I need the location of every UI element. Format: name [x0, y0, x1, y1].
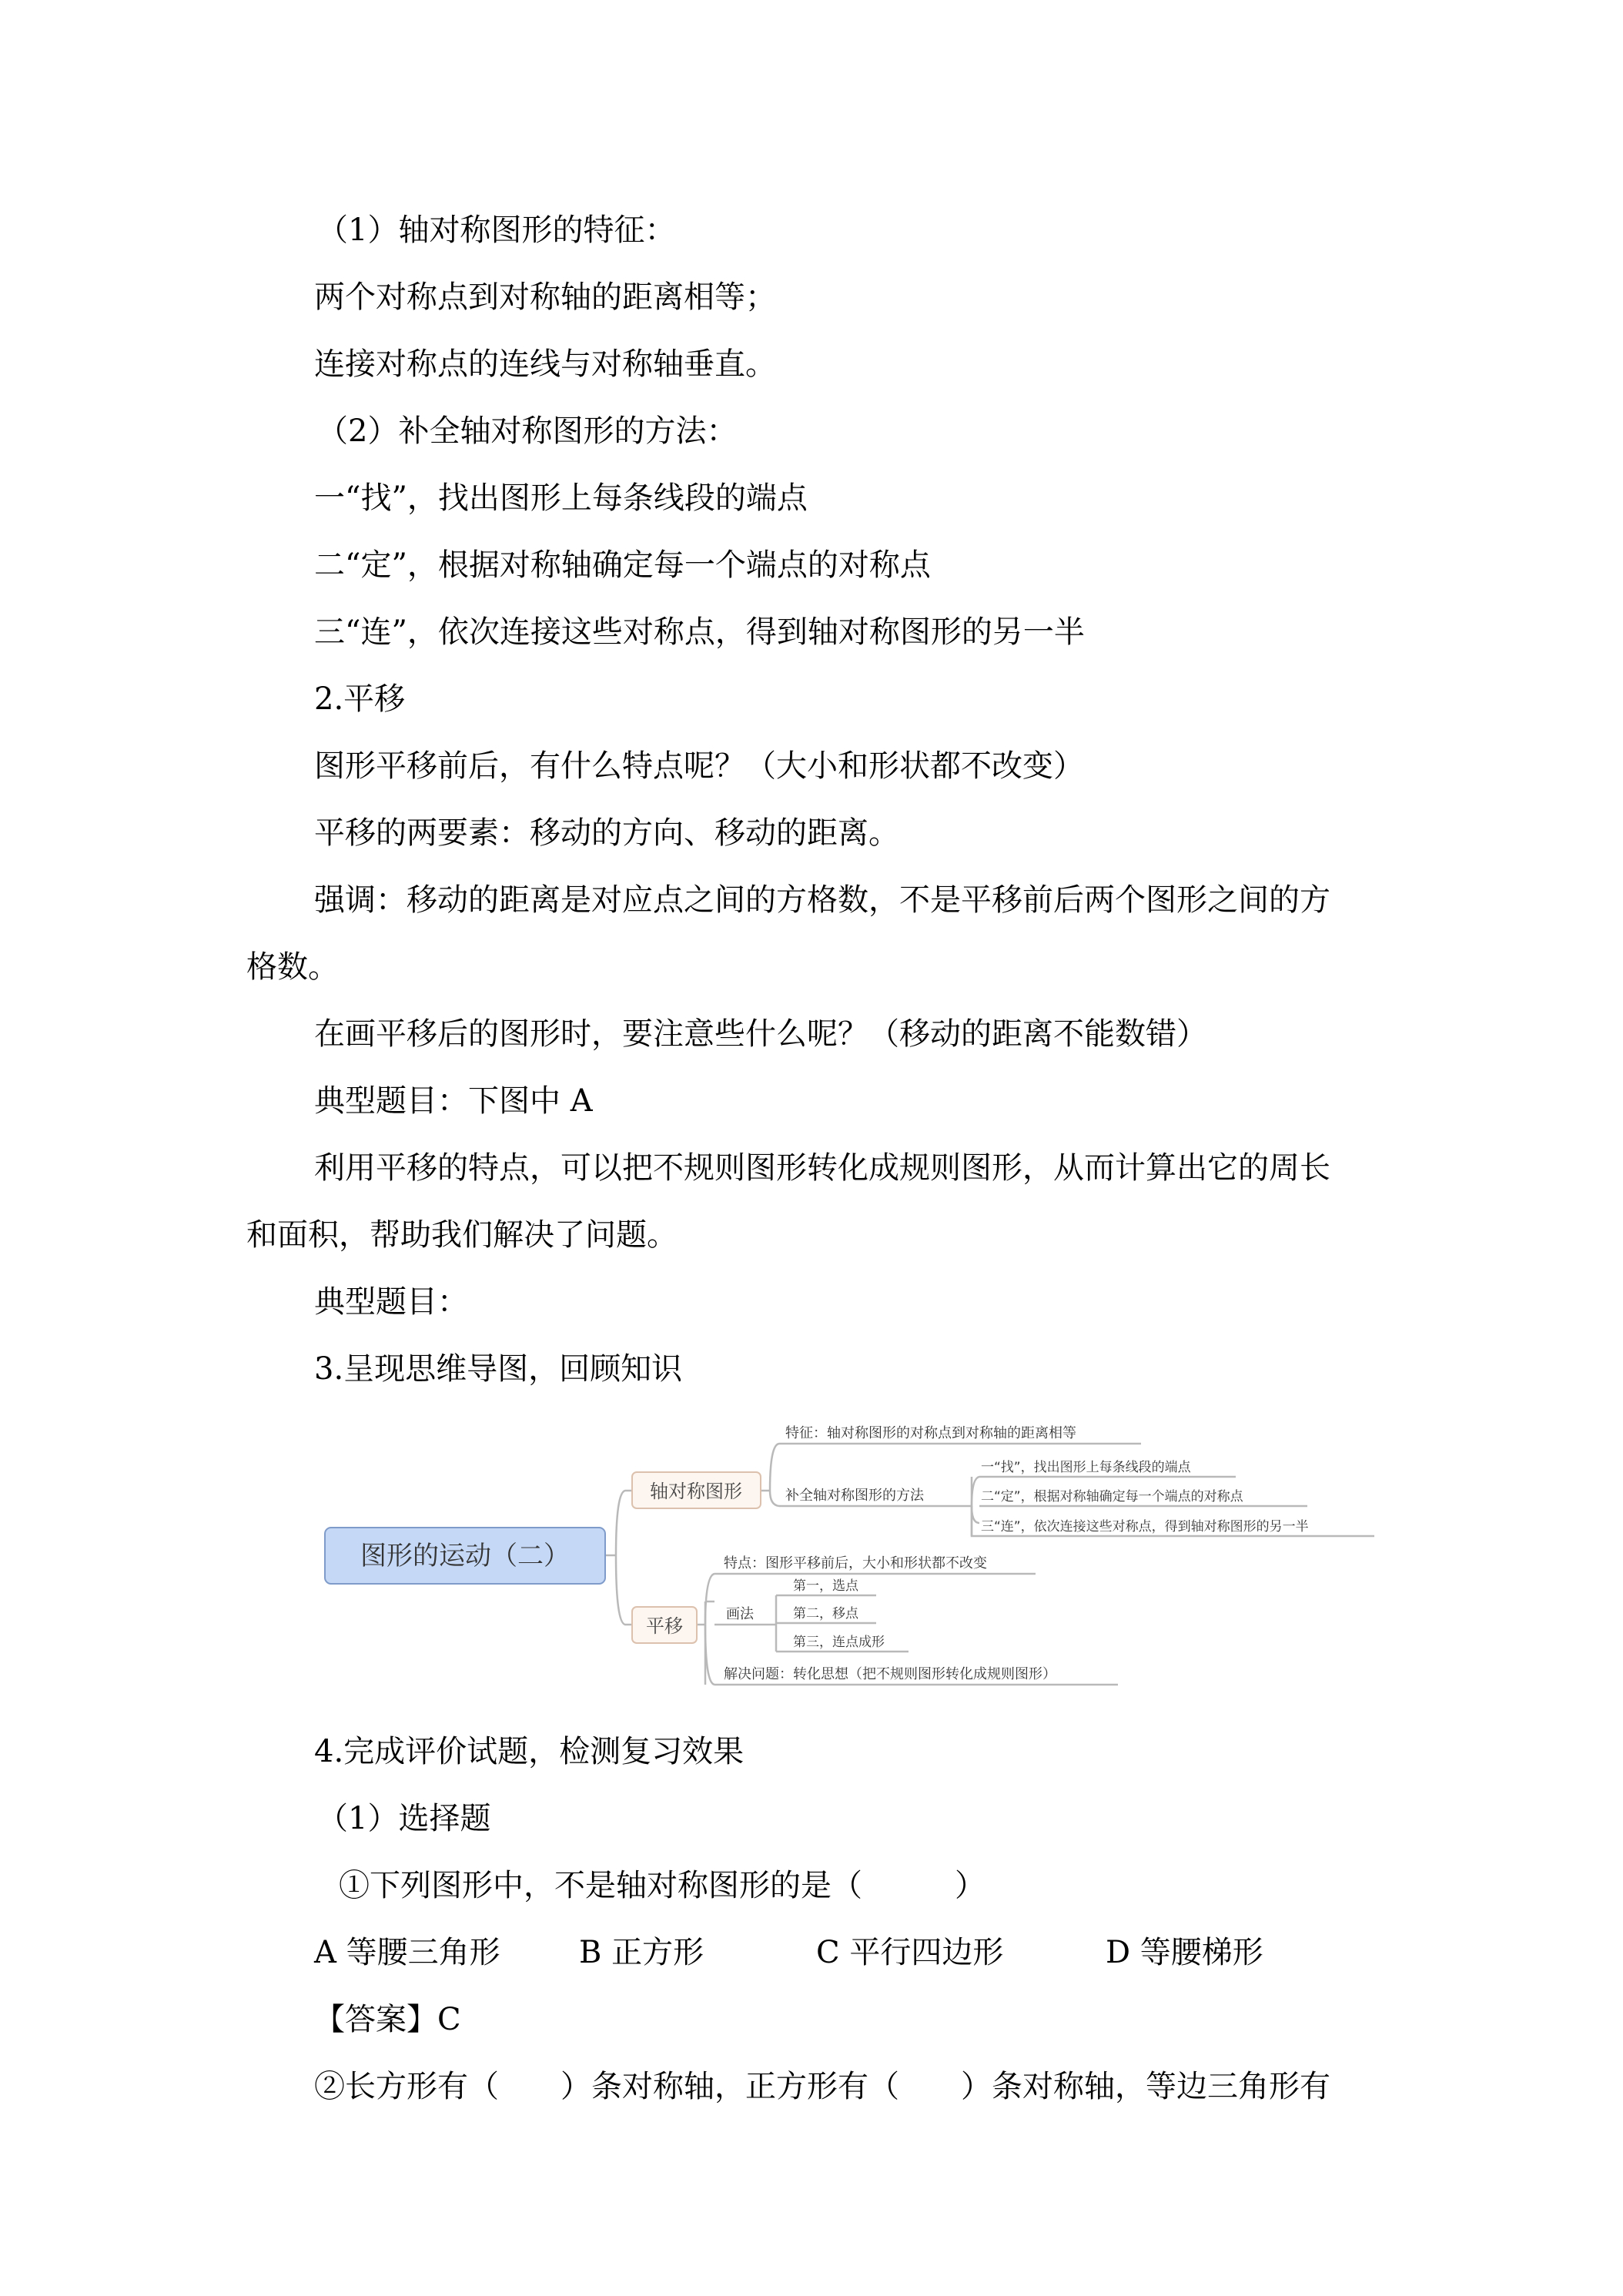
- mindmap-axis-step-3: 三“连”，依次连接这些对称点，得到轴对称图形的另一半: [981, 1519, 1309, 1535]
- text-line: 利用平移的特点，可以把不规则图形转化成规则图形，从而计算出它的周长: [314, 1150, 1330, 1186]
- mindmap-translation-step-2: 第二，移点: [793, 1606, 858, 1622]
- text-line: 一“找”，找出图形上每条线段的端点: [314, 480, 808, 516]
- mindmap-axis-step-1: 一“找”，找出图形上每条线段的端点: [981, 1460, 1191, 1475]
- mindmap-axis-feature: 特征：轴对称图形的对称点到对称轴的距离相等: [785, 1425, 1076, 1441]
- text-line: 格数。: [246, 949, 339, 985]
- heading-multiple-choice: （1）选择题: [317, 1801, 491, 1836]
- text-line: 典型题目：: [314, 1284, 468, 1320]
- mindmap-translation-step-3: 第三，连点成形: [793, 1635, 885, 1650]
- mindmap-axis-method: 补全轴对称图形的方法: [785, 1488, 924, 1504]
- text-line: 两个对称点到对称轴的距离相等；: [314, 279, 776, 315]
- mindmap-branch-translation-label: 平移: [646, 1615, 683, 1637]
- text-line: 强调：移动的距离是对应点之间的方格数，不是平移前后两个图形之间的方: [314, 882, 1330, 918]
- question-2: ②长方形有（ ）条对称轴，正方形有（ ）条对称轴，等边三角形有: [314, 2069, 1330, 2104]
- mindmap-translation-step-1: 第一，选点: [793, 1578, 858, 1594]
- heading-translation: 2.平移: [314, 681, 406, 717]
- text-line: 和面积，帮助我们解决了问题。: [246, 1217, 678, 1253]
- text-line: 二“定”，根据对称轴确定每一个端点的对称点: [314, 547, 931, 583]
- option-b: B 正方形: [579, 1935, 704, 1970]
- answer-label: 【答案】C: [314, 2002, 461, 2037]
- text-line: 典型题目：下图中 A: [314, 1083, 593, 1119]
- mindmap-translation-method: 画法: [726, 1606, 754, 1622]
- text-line: 连接对称点的连线与对称轴垂直。: [314, 346, 776, 382]
- mindmap-axis-step-2: 二“定”，根据对称轴确定每一个端点的对称点: [981, 1489, 1243, 1504]
- option-a: A 等腰三角形: [314, 1935, 500, 1970]
- option-c: C 平行四边形: [816, 1935, 1004, 1970]
- text-line: 图形平移前后，有什么特点呢？（大小和形状都不改变）: [314, 748, 1084, 784]
- heading-axis-features: （1）轴对称图形的特征：: [317, 213, 676, 248]
- heading-assessment: 4.完成评价试题，检测复习效果: [314, 1734, 745, 1769]
- mindmap-translation-solve: 解决问题：转化思想（把不规则图形转化成规则图形）: [724, 1666, 1056, 1682]
- text-line: 平移的两要素：移动的方向、移动的距离。: [314, 815, 899, 851]
- text-line: 三“连”，依次连接这些对称点，得到轴对称图形的另一半: [314, 614, 1085, 650]
- mindmap-branch-axis-label: 轴对称图形: [650, 1481, 742, 1502]
- question-1: ①下列图形中，不是轴对称图形的是（ ）: [339, 1868, 986, 1903]
- heading-complete-method: （2）补全轴对称图形的方法：: [317, 413, 738, 449]
- text-line: 在画平移后的图形时，要注意些什么呢？（移动的距离不能数错）: [314, 1016, 1207, 1052]
- option-d: D 等腰梯形: [1106, 1935, 1263, 1970]
- mindmap-translation-feature: 特点：图形平移前后，大小和形状都不改变: [724, 1555, 987, 1571]
- heading-mindmap: 3.呈现思维导图，回顾知识: [314, 1351, 683, 1387]
- mindmap-root-label: 图形的运动（二）: [360, 1541, 570, 1571]
